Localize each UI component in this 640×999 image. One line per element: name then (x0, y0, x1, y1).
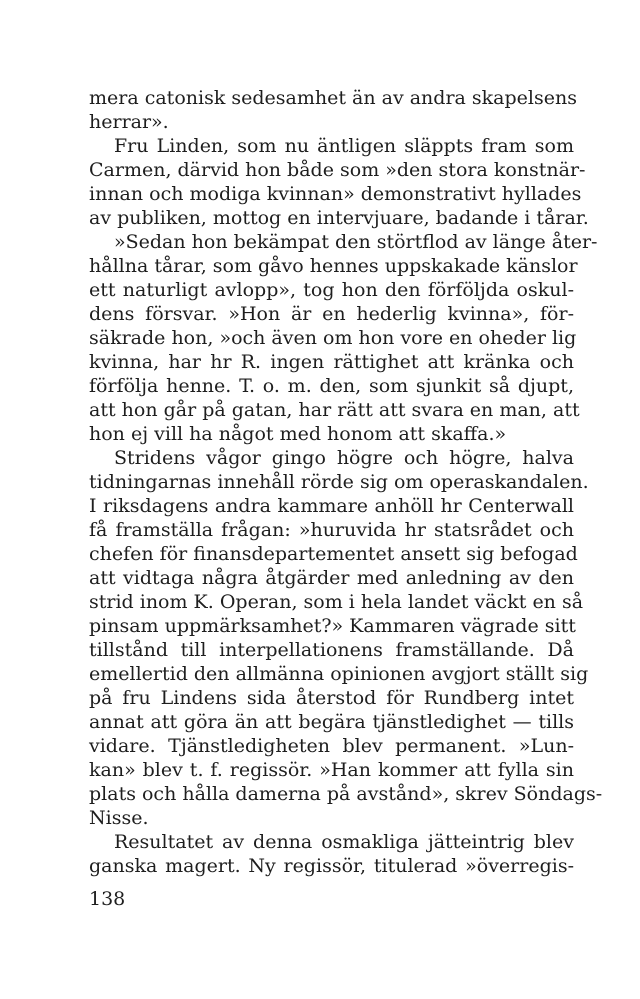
text-line: pinsam uppmärksamhet?» Kammaren vägrade sitt (89, 615, 576, 637)
text-line: emellertid den allmänna opinionen avgjort ställt sig (89, 663, 589, 685)
text-line: tidningarnas innehåll rörde sig om operaskandalen. (89, 471, 589, 493)
text-line: hållna tårar, som gåvo hennes uppskakade känslor (89, 255, 578, 277)
text-line: mera catonisk sedesamhet än av andra skapelsens (89, 87, 577, 109)
text-line: innan och modiga kvinnan» demonstrativt hyllades (89, 183, 582, 205)
text-line: tillstånd till interpellationens framställande. Då (89, 639, 574, 661)
text-line: »Sedan hon bekämpat den störtflod av länge åter- (114, 231, 598, 253)
text-line: kan» blev t. f. regissör. »Han kommer att fylla sin (89, 759, 574, 781)
text-line: I riksdagens andra kammare anhöll hr Centerwall (89, 495, 574, 517)
text-line: vidare. Tjänstledigheten blev permanent. »Lun- (89, 735, 574, 757)
text-line: strid inom K. Operan, som i hela landet väckt en så (89, 591, 584, 613)
text-line: av publiken, mottog en intervjuare, badande i tårar. (89, 207, 589, 229)
text-line: få framställa frågan: »huruvida hr statsrådet och (89, 519, 574, 541)
text-line: att hon går på gatan, har rätt att svara en man, att (89, 399, 580, 421)
text-line: ganska magert. Ny regissör, titulerad »överregis- (89, 855, 574, 877)
text-line: säkrade hon, »och även om hon vore en oheder lig (89, 327, 577, 349)
text-line: Stridens vågor gingo högre och högre, halva (114, 447, 574, 469)
text-line: på fru Lindens sida återstod för Rundberg intet (89, 687, 574, 709)
text-line: chefen för finansdepartementet ansett sig befogad (89, 543, 578, 565)
text-line: ett naturligt avlopp», tog hon den förföljda oskul- (89, 279, 574, 301)
text-line: kvinna, har hr R. ingen rättighet att kränka och (89, 351, 574, 373)
text-line: Fru Linden, som nu äntligen släppts fram som (114, 135, 574, 157)
text-line: herrar». (89, 111, 169, 133)
text-line: Resultatet av denna osmakliga jätteintrig blev (114, 831, 574, 853)
text-line: förfölja henne. T. o. m. den, som sjunkit så djupt, (89, 375, 574, 397)
text-line: Carmen, därvid hon både som »den stora konstnär- (89, 159, 586, 181)
text-line: Nisse. (89, 807, 149, 829)
text-line: hon ej vill ha något med honom att skaffa.» (89, 423, 507, 445)
text-line: plats och hålla damerna på avstånd», skrev Söndags- (89, 783, 603, 805)
text-line: att vidtaga några åtgärder med anledning av den (89, 567, 574, 589)
text-line: annat att göra än att begära tjänstledighet — tills (89, 711, 574, 733)
text-line: dens försvar. »Hon är en hederlig kvinna», för- (89, 303, 574, 325)
page-number: 138 (89, 888, 126, 910)
